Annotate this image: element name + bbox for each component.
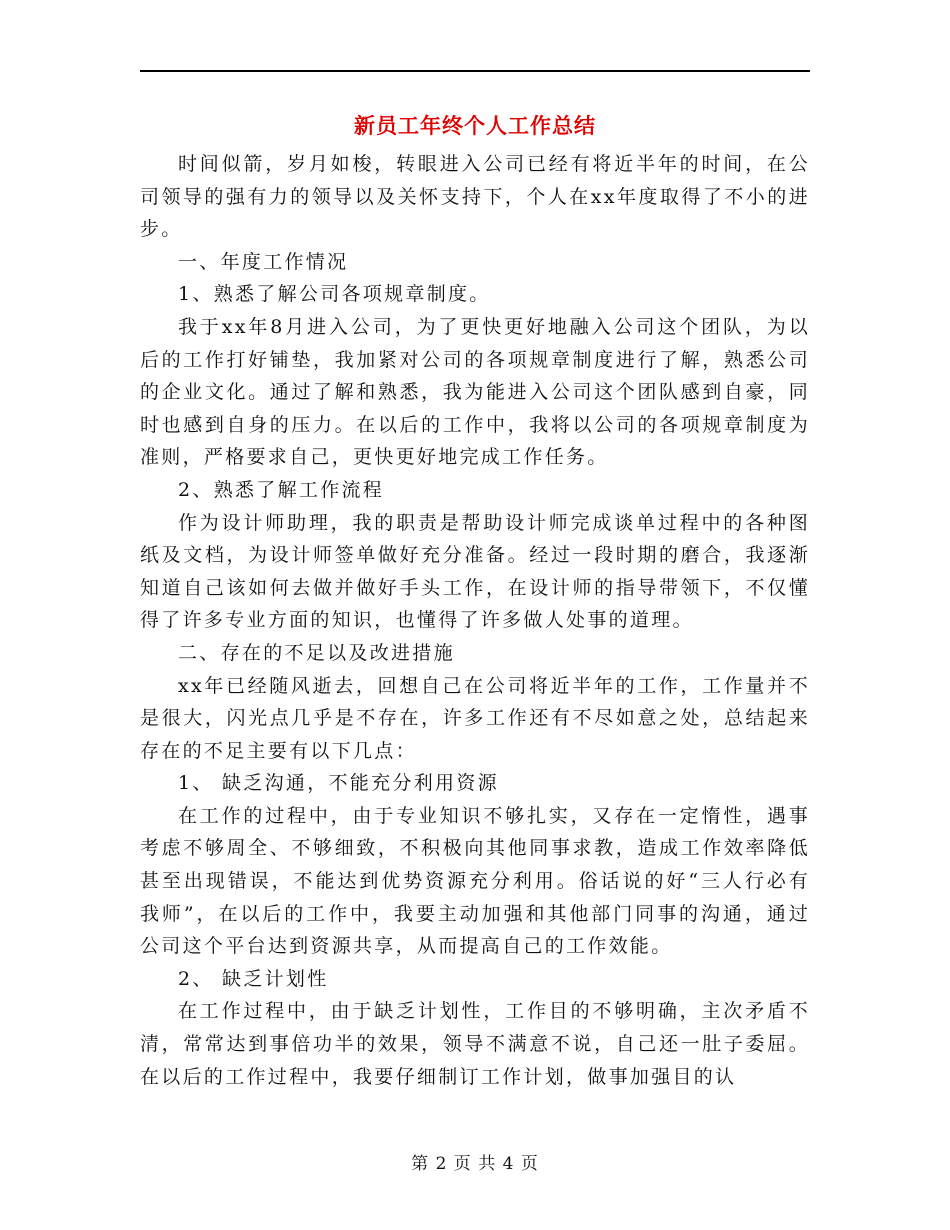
subheading-1-2: 2、熟悉了解工作流程 (178, 478, 385, 501)
paragraph-intro: 时间似箭，岁月如梭，转眼进入公司已经有将近半年的时间，在公司领导的强有力的领导以及关怀支持下，个人在xx年度取得了不小的进步。 (140, 153, 810, 241)
subheading-2-2: 2、 缺乏计划性 (178, 967, 329, 990)
paragraph-shortcomings: xx年已经随风逝去，回想自己在公司将近半年的工作，工作量并不是很大，闪光点几乎是不存在，许多工作还有不尽如意之处，总结起来存在的不足主要有以下几点： (140, 674, 810, 762)
paragraph-workflow: 作为设计师助理，我的职责是帮助设计师完成谈单过程中的各种图纸及文档，为设计师签单做好充分准备。经过一段时期的磨合，我逐渐知道自己该如何去做并做好手头工作，在设计师的指导带领下，不仅懂得了许多专业方面的知识，也懂得了许多做人处事的道理。 (140, 511, 810, 632)
section-heading-1: 一、年度工作情况 (178, 250, 349, 273)
paragraph-communication: 在工作的过程中，由于专业知识不够扎实，又存在一定惰性，遇事考虑不够周全、不够细致，不积极向其他同事求教，造成工作效率降低甚至出现错误，不能达到优势资源充分利用。俗话说的好“三人行必有我师”，在以后的工作中，我要主动加强和其他部门同事的沟通，通过公司这个平台达到资源共享，从而提高自己的工作效能。 (140, 804, 810, 958)
document-title: 新员工年终个人工作总结 (354, 114, 596, 138)
header-rule (140, 70, 810, 72)
section-heading-2: 二、存在的不足以及改进措施 (178, 641, 455, 664)
subheading-2-1: 1、 缺乏沟通，不能充分利用资源 (178, 772, 499, 795)
document-body (140, 148, 810, 1093)
subheading-1-1: 1、熟悉了解公司各项规章制度。 (178, 283, 491, 306)
paragraph-rules: 我于xx年8月进入公司，为了更快更好地融入公司这个团队，为以后的工作打好铺垫，我加紧对公司的各项规章制度进行了解，熟悉公司的企业文化。通过了解和熟悉，我为能进入公司这个团队感到自豪，同时也感到自身的压力。在以后的工作中，我将以公司的各项规章制度为准则，严格要求自己，更快更好地完成工作任务。 (140, 315, 810, 469)
page-number: 第 2 页 共 4 页 (411, 1154, 539, 1174)
paragraph-planning: 在工作过程中，由于缺乏计划性，工作目的不够明确，主次矛盾不清，常常达到事倍功半的效果，领导不满意不说，自己还一肚子委屈。在以后的工作过程中，我要仔细制订工作计划，做事加强目的认 (140, 1000, 810, 1088)
